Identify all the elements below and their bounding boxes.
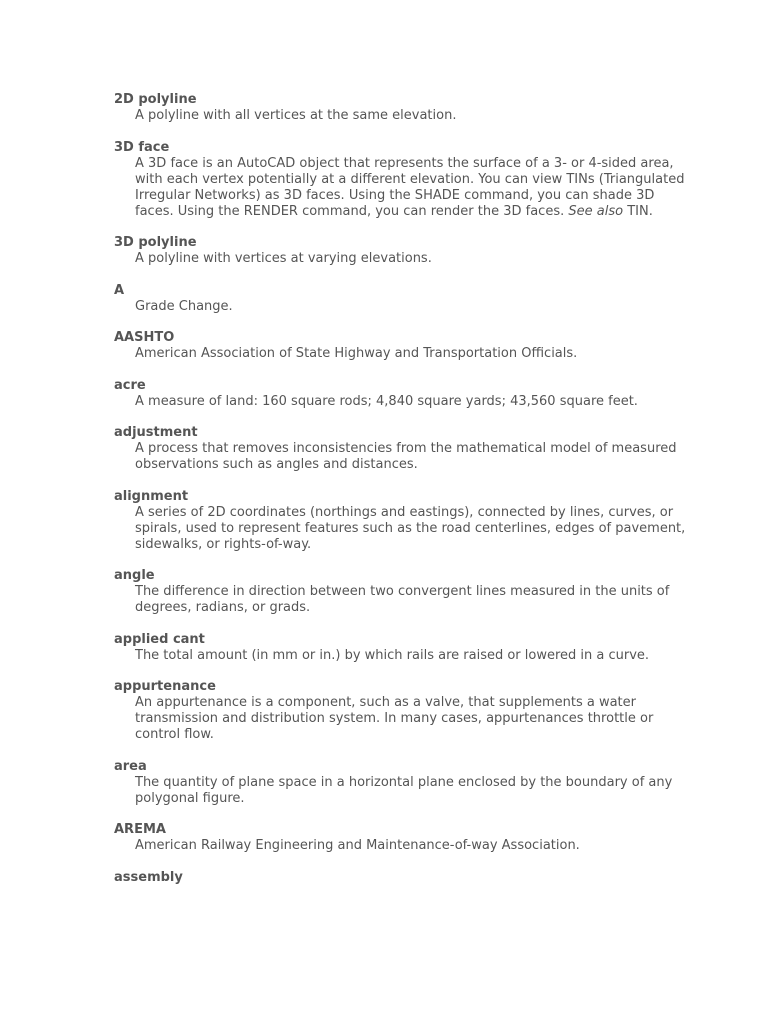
glossary-entry: [114, 632, 689, 664]
glossary-definition: The total amount (in mm or in.) by which rails are raised or lowered in a curve.: [135, 647, 650, 663]
glossary-term: assembly: [114, 869, 183, 885]
glossary-term: applied cant: [114, 631, 205, 647]
glossary-term: angle: [114, 568, 155, 583]
glossary-definition: An appurtenance is a component, such as a valve, that supplements a water transmission and distribution system. In many cases, appurtenances throttle or control flow.: [135, 695, 654, 742]
glossary-entry: [114, 140, 689, 220]
glossary-term: AREMA: [114, 822, 166, 837]
glossary-term: 3D face: [114, 139, 170, 155]
glossary-entry: [114, 679, 689, 743]
glossary-definition: A measure of land: 160 square rods; 4,840 square yards; 43,560 square feet.: [135, 393, 638, 409]
glossary-term: acre: [114, 377, 146, 393]
glossary-term: appurtenance: [114, 679, 216, 694]
glossary-entry: [114, 92, 689, 124]
glossary-term: alignment: [114, 488, 189, 504]
glossary-term: adjustment: [114, 425, 198, 440]
glossary-entry: [114, 235, 689, 267]
glossary-entry: [114, 378, 689, 410]
glossary-entry: [114, 822, 689, 854]
glossary-entry: [114, 283, 689, 315]
see-also-label: See also: [568, 203, 624, 219]
definition-text: A 3D face is an AutoCAD object that represents the surface of a 3- or 4-sided area, with each vertex potentially at a different elevation. You can view TINs (Triangulated Irregular Networks) as 3D faces. Using the SHADE command, you can shade 3D faces. Using the RENDER command, you can render the 3D faces.: [135, 155, 685, 219]
glossary-term: 2D polyline: [114, 92, 197, 107]
glossary-entry: [114, 870, 689, 886]
glossary-entry: [114, 425, 689, 473]
glossary-definition: American Association of State Highway and Transportation Officials.: [135, 346, 578, 361]
glossary-definition: A polyline with vertices at varying elevations.: [135, 251, 432, 266]
glossary-term: A: [114, 282, 125, 298]
glossary-definition: The quantity of plane space in a horizontal plane enclosed by the boundary of any polygonal figure.: [135, 774, 673, 806]
glossary-term: 3D polyline: [114, 235, 197, 250]
see-also-link: TIN.: [627, 203, 653, 219]
glossary-entry: [114, 759, 689, 807]
glossary: [114, 92, 689, 901]
glossary-entry: [114, 330, 689, 362]
glossary-definition: A polyline with all vertices at the same elevation.: [135, 108, 457, 123]
glossary-definition: A process that removes inconsistencies from the mathematical model of measured observations such as angles and distances.: [135, 441, 677, 472]
glossary-term: area: [114, 758, 147, 774]
glossary-definition: A series of 2D coordinates (northings and eastings), connected by lines, curves, or spirals, used to represent features such as the road centerlines, edges of pavement, sidewalks, or rights-of-way.: [135, 504, 686, 552]
glossary-definition: American Railway Engineering and Maintenance-of-way Association.: [135, 838, 580, 853]
glossary-entry: [114, 568, 689, 616]
glossary-term: AASHTO: [114, 330, 175, 345]
glossary-definition: Grade Change.: [135, 298, 233, 314]
glossary-definition: [114, 156, 689, 220]
glossary-definition: The difference in direction between two convergent lines measured in the units of degrees, radians, or grads.: [135, 584, 670, 615]
glossary-entry: [114, 489, 689, 553]
